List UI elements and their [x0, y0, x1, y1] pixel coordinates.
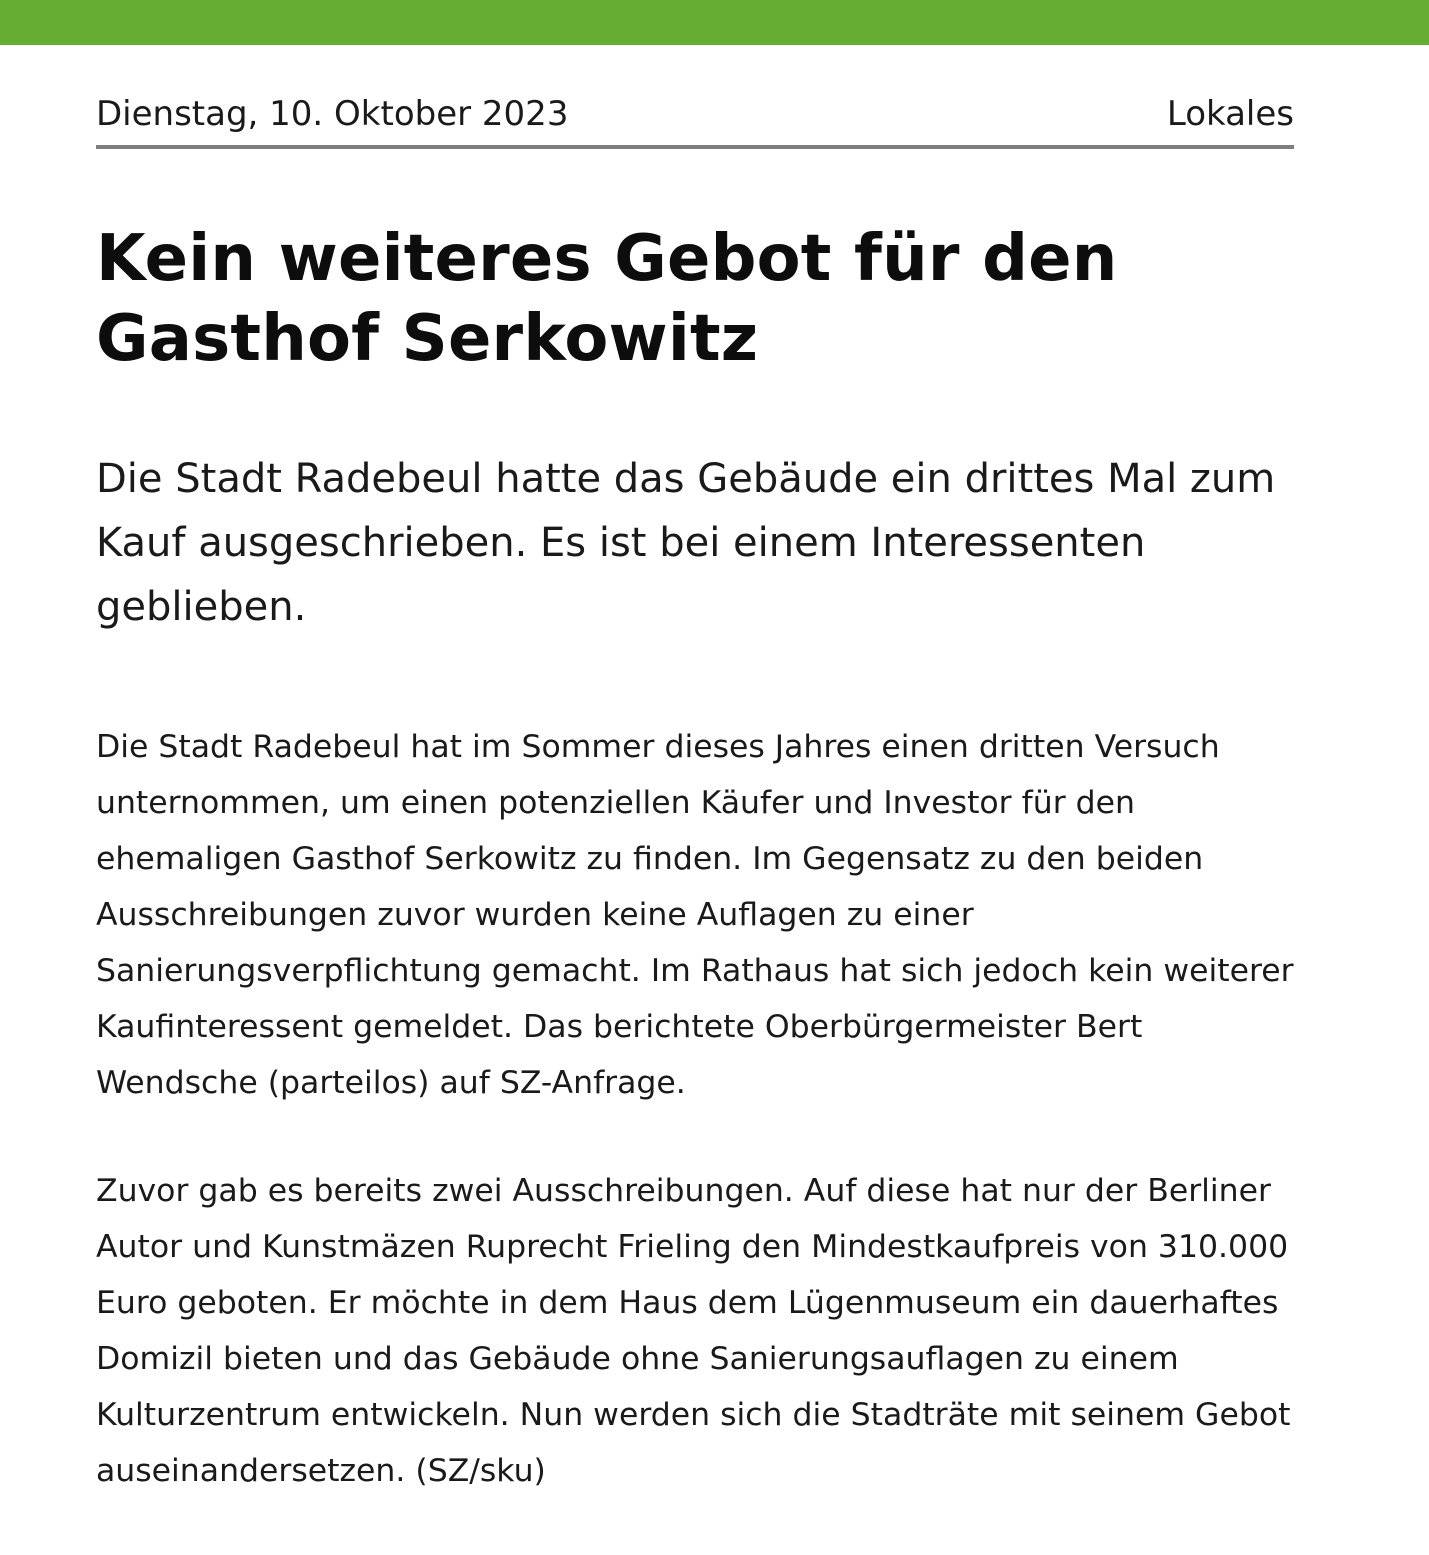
article-container: [96, 45, 1294, 1499]
brand-color-bar: [0, 0, 1429, 45]
article-paragraph-2: Zuvor gab es bereits zwei Ausschreibungen. Auf diese hat nur der Berliner Autor und Kunstmäzen Ruprecht Frieling den Mindestkaufpreis von 310.000 Euro geboten. Er möchte in dem Haus dem Lügenmuseum ein dauerhaftes Domizil bieten und das Gebäude ohne Sanierungsauflagen zu einem Kulturzentrum entwickeln. Nun werden sich die Stadträte mit seinem Gebot auseinandersetzen. (SZ/sku): [96, 1173, 1291, 1489]
article-headline: Kein weiteres Gebot für den Gasthof Serkowitz: [96, 222, 1118, 376]
section-label: Lokales: [1166, 94, 1294, 134]
article-meta-row: [96, 93, 1294, 149]
publication-date: Dienstag, 10. Oktober 2023: [96, 94, 569, 134]
article-lead: Die Stadt Radebeul hatte das Gebäude ein drittes Mal zum Kauf ausgeschrieben. Es ist bei einem Interessenten geblieben.: [96, 456, 1276, 630]
article-paragraph-1: Die Stadt Radebeul hat im Sommer dieses Jahres einen dritten Versuch unternommen, um einen potenziellen Käufer und Investor für den ehemaligen Gasthof Serkowitz zu finden. Im Gegensatz zu den beiden Ausschreibungen zuvor wurden keine Auflagen zu einer Sanierungsverpflichtung gemacht. Im Rathaus hat sich jedoch kein weiterer Kaufinteressent gemeldet. Das berichtete Oberbürgermeister Bert Wendsche (parteilos) auf SZ-Anfrage.: [96, 729, 1294, 1101]
